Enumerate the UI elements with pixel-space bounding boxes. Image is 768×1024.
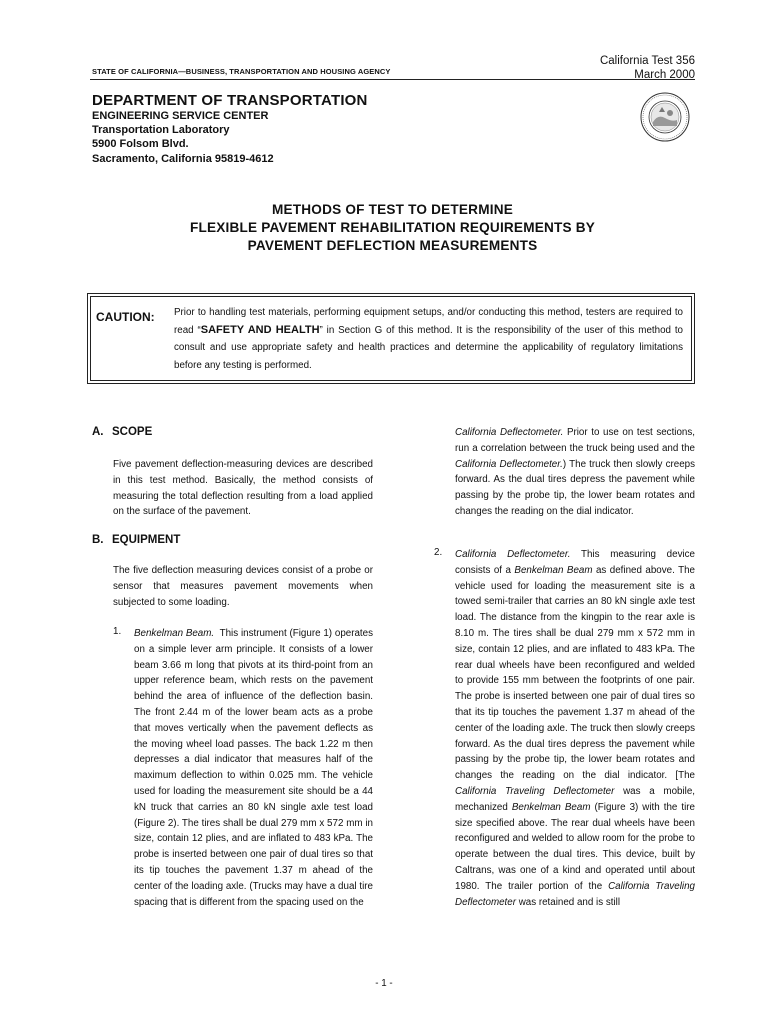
item-italic: California Traveling Deflectometer xyxy=(455,785,615,797)
caution-text-part: Prior to handling test materials, performing equipment setups, and/or conducting this method, testers are required to read “ xyxy=(174,307,683,336)
section-title: EQUIPMENT xyxy=(112,534,181,546)
caution-label: CAUTION: xyxy=(96,310,155,324)
department-name: DEPARTMENT OF TRANSPORTATION xyxy=(92,92,368,109)
item-text: ) The truck then slowly creeps forward. As the dual tires depress the pavement while passing by the probe tip, the lower beam rotates and changes the reading on the dial indicator. xyxy=(455,458,696,517)
item-italic: Benkelman Beam xyxy=(514,564,593,576)
caution-text-part: ” in Section G of this method. It is the responsibility of the user of this method to consult and use appropriate safety and health practices and determine the applicability of regulatory limitations before any testing is performed. xyxy=(174,324,683,371)
item-text: as defined above. The vehicle used for loading the measurement site is a towed semi-trailer that carries an 80 kN single axle test load. The distance from the kingpin to the rear axle is 8.10 m. The tires shall be dual 279 mm x 572 mm in size, contain 12 plies, and are inflated to 483 kPa. The rear dual wheels have been reconfigured and welded to provide 155 mm between the footprints of one pair. The probe is inserted between one pair of dual tires so that its tip touches the pavement 1.37 m ahead of the center of the loading axle. The truck then slowly creeps forward. As the dual tires depress the pavement while passing by the probe tip, the lower beam rotates and changes the reading on the dial indicator. [The xyxy=(455,564,695,782)
document-title xyxy=(90,201,695,255)
address-line: Sacramento, California 95819-4612 xyxy=(92,152,274,165)
item-text: This measuring device consists of a xyxy=(455,549,695,576)
item-number: 1. xyxy=(113,626,122,637)
item-italic: California Deflectometer. xyxy=(455,458,563,470)
title-line: METHODS OF TEST TO DETERMINE xyxy=(272,202,513,217)
item-text: This instrument (Figure 1) operates on a simple lever arm principle. It consists of a lower beam 3.66 m long that pivots at its third-point from an upper reference beam, which rests on the pavement behind the area of influence of the deflection basin. The front 2.44 m of the lower beam acts as a probe that moves vertically when the pavement deflects as the moving wheel load passes. The back 1.22 m then depresses a dial indicator that measures half of the maximum deflection to within 0.025 mm. The vehicle used for loading the measurement site should be a 44 kN truck that carries an 80 kN single axle test load (Figure 2). The tires shall be dual 279 mm x 572 mm in size, contain 12 plies, and are inflated to 483 kPa. The probe is inserted between one pair of dual tires so that its tip touches the pavement 1.37 m ahead of the center of the loading axle. (Trucks may have a dual tire spacing that is different from the spacing used on the xyxy=(134,628,373,908)
address-line: Transportation Laboratory xyxy=(92,124,230,137)
section-a-heading xyxy=(92,426,152,438)
item-text: was retained and is still xyxy=(515,896,620,908)
caution-text xyxy=(174,304,683,374)
scope-paragraph: Five pavement deflection-measuring devices are described in this test method. Basically, the method consists of measuring the total deflection resulting from a load applied on the surface of the pavement. xyxy=(113,459,373,518)
item-italic: Benkelman Beam xyxy=(511,801,591,813)
item-name: California Deflectometer. xyxy=(455,549,571,560)
california-deflectometer-paragraph xyxy=(455,547,695,910)
item-name: Benkelman Beam. xyxy=(134,628,215,639)
header-rule xyxy=(90,79,695,80)
title-line: PAVEMENT DEFLECTION MEASUREMENTS xyxy=(247,238,538,253)
item-italic: California Traveling Deflectometer xyxy=(455,880,695,908)
item-text: (Figure 3) with the tire size specified above. The rear dual wheels have been reconfigured and welded to allow room for the probe to operate between the dual tires. This device, built by Caltrans, was one of a kind and operated until about 1980. The trailer portion of the xyxy=(455,801,695,892)
address-line: ENGINEERING SERVICE CENTER xyxy=(92,110,269,122)
section-letter: A. xyxy=(92,426,104,438)
test-id-block xyxy=(600,54,695,82)
caution-emphasis: SAFETY AND HEALTH xyxy=(200,323,320,336)
item-text: was a mobile, mechanized xyxy=(455,785,695,813)
address-block xyxy=(92,109,274,166)
page-number: - 1 - xyxy=(375,978,393,989)
equipment-intro: The five deflection measuring devices consist of a probe or sensor that measures pavement movements when subjected to some loading. xyxy=(113,565,373,608)
address-line: 5900 Folsom Blvd. xyxy=(92,138,189,151)
section-b-heading xyxy=(92,534,180,546)
test-number: California Test 356 xyxy=(599,55,695,67)
item-italic: California Deflectometer. xyxy=(455,427,564,438)
benkelman-continuation xyxy=(455,425,695,520)
test-date: March 2000 xyxy=(634,69,695,81)
item-number: 2. xyxy=(434,547,443,558)
item-text: Prior to use on test sections, run a correlation between the truck being used and the xyxy=(455,427,695,454)
title-line: FLEXIBLE PAVEMENT REHABILITATION REQUIREMENTS BY xyxy=(189,220,596,235)
agency-line: STATE OF CALIFORNIA—BUSINESS, TRANSPORTATION AND HOUSING AGENCY xyxy=(92,67,391,76)
section-title: SCOPE xyxy=(112,426,153,438)
benkelman-paragraph xyxy=(134,626,373,910)
state-seal-icon xyxy=(640,92,690,142)
section-letter: B. xyxy=(92,534,104,546)
